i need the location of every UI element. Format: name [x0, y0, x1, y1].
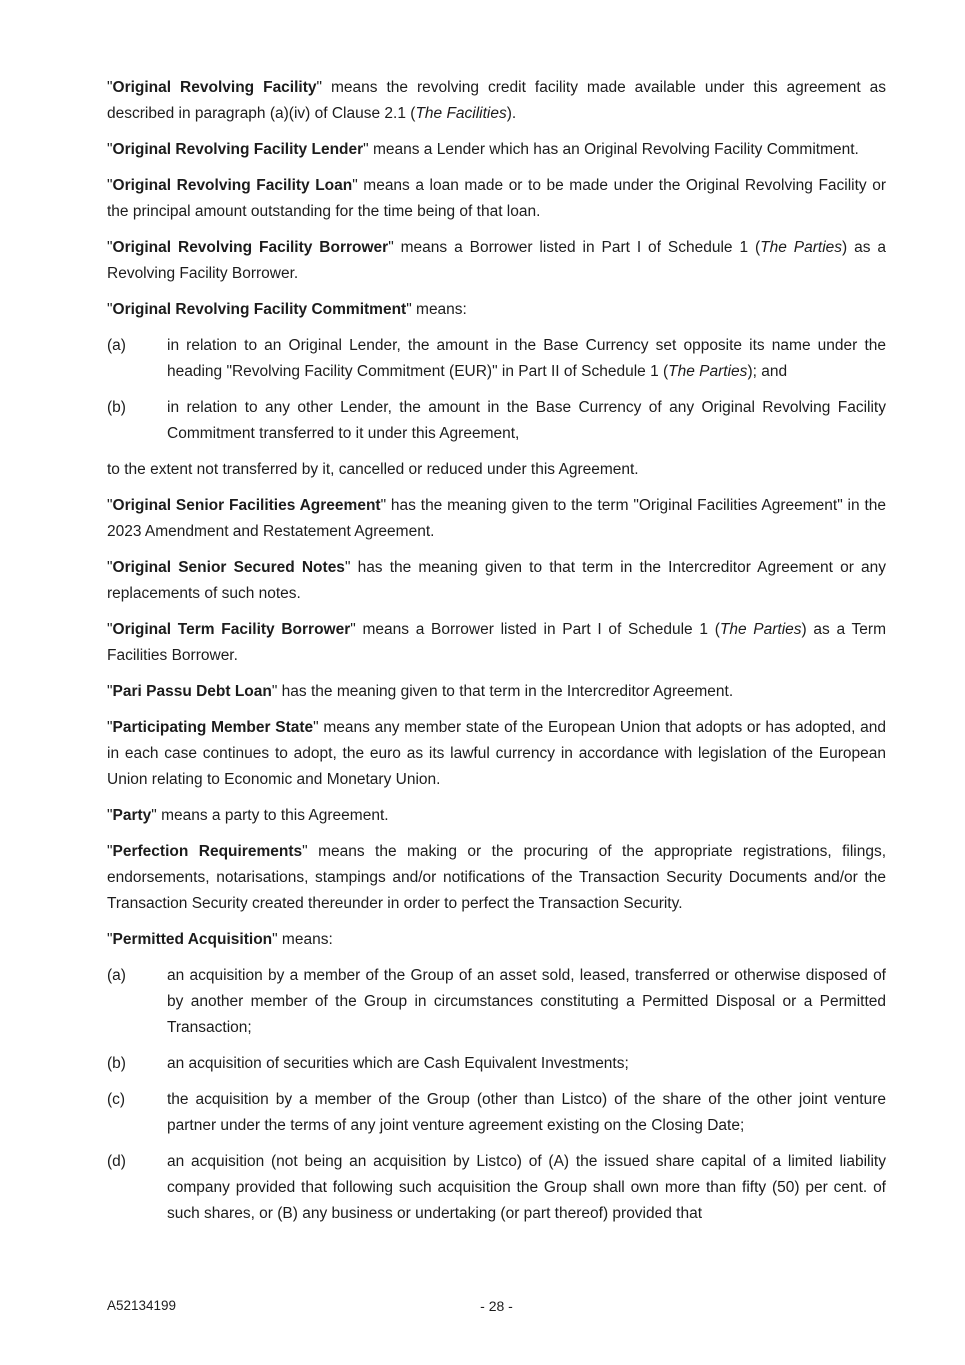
text-run: " — [107, 559, 113, 576]
text-run: an acquisition of securities which are Cash Equivalent Investments; — [167, 1055, 629, 1072]
defined-term: Perfection Requirements — [112, 843, 303, 860]
definition-paragraph — [107, 137, 886, 163]
defined-term: Original Senior Facilities Agreement — [112, 497, 381, 514]
text-run: " — [107, 177, 113, 194]
italic-reference: The Facilities — [415, 105, 507, 122]
defined-term: Permitted Acquisition — [112, 931, 273, 948]
text-run: " means: — [272, 931, 333, 948]
text-run: ). — [506, 105, 517, 122]
footer-page-number: - 28 - — [480, 1298, 513, 1314]
text-run: ) as a Term Facilities Borrower. — [107, 621, 886, 664]
text-run: " has the meaning given to that term in the Intercreditor Agreement. — [271, 683, 734, 700]
italic-reference: The Parties — [668, 363, 748, 380]
italic-reference: The Parties — [760, 239, 843, 256]
text-run: " — [107, 621, 113, 638]
text-run: " — [107, 141, 113, 158]
text-run: " means any member state of the European Union that adopts or has adopted, and in each case continues to adopt, the euro as its lawful currency in accordance with legislation of the European Union relating to Economic and Monetary Union. — [107, 719, 887, 788]
text-run: " — [107, 931, 113, 948]
text-run: " means: — [406, 301, 467, 318]
text-run: to the extent not transferred by it, cancelled or reduced under this Agreement. — [107, 461, 639, 478]
defined-term: Party — [112, 807, 152, 824]
text-run: " has the meaning given to the term "Original Facilities Agreement" in the 2023 Amendment and Restatement Agreement. — [107, 497, 886, 540]
defined-term: Original Revolving Facility Commitment — [112, 301, 407, 318]
text-run: " means a Lender which has an Original Revolving Facility Commitment. — [363, 141, 859, 158]
text-run: " — [107, 683, 113, 700]
clause-marker: (a) — [107, 337, 126, 354]
definition-paragraph — [107, 555, 886, 607]
definition-paragraph — [107, 839, 886, 917]
defined-term: Original Revolving Facility Loan — [112, 177, 353, 194]
clause-item — [107, 1051, 886, 1077]
text-run: " has the meaning given to that term in the Intercreditor Agreement or any replacements of such notes. — [107, 559, 886, 602]
document-content — [107, 75, 886, 1237]
text-run: an acquisition by a member of the Group of an asset sold, leased, transferred or otherwise disposed of by another member of the Group in circumstances constituting a Permitted Disposal or a Permitted Transaction; — [167, 967, 886, 1036]
clause-marker: (b) — [107, 399, 126, 416]
definition-paragraph — [107, 493, 886, 545]
text-run: " — [107, 719, 113, 736]
clause-marker: (c) — [107, 1091, 126, 1108]
text-run: ) as a Revolving Facility Borrower. — [107, 239, 886, 282]
clause-item — [107, 963, 886, 1041]
text-run: in relation to an Original Lender, the amount in the Base Currency set opposite its name under the heading "Revolving Facility Commitment (EUR)" in Part II of Schedule 1 ( — [167, 337, 886, 380]
text-run: " — [107, 807, 113, 824]
definition-paragraph — [107, 803, 886, 829]
definition-paragraph — [107, 617, 886, 669]
text-run: " — [107, 843, 113, 860]
text-run: the acquisition by a member of the Group (other than Listco) of the share of the other joint venture partner under the terms of any joint venture agreement existing on the Closing Date; — [167, 1091, 886, 1134]
text-run: " means the making or the procuring of the appropriate registrations, filings, endorsements, notarisations, stampings and/or notifications of the Transaction Security Documents and/or the Transaction Security created thereunder in order to perfect the Transaction Security. — [107, 843, 886, 912]
text-run: " — [107, 79, 113, 96]
text-run: " — [107, 301, 113, 318]
definition-paragraph — [107, 235, 886, 287]
clause-item — [107, 333, 886, 385]
footer-document-reference: A52134199 — [107, 1298, 177, 1313]
defined-term: Original Term Facility Borrower — [112, 621, 351, 638]
clause-item — [107, 395, 886, 447]
text-run: " means the revolving credit facility made available under this agreement as described in paragraph (a)(iv) of Clause 2.1 ( — [107, 79, 886, 122]
definition-paragraph — [107, 75, 886, 127]
definition-paragraph — [107, 679, 886, 705]
definition-paragraph — [107, 715, 886, 793]
defined-term: Original Revolving Facility — [112, 79, 317, 96]
text-run: " — [107, 239, 113, 256]
defined-term: Original Senior Secured Notes — [112, 559, 345, 576]
clause-item — [107, 1087, 886, 1139]
defined-term: Participating Member State — [112, 719, 314, 736]
defined-term: Original Revolving Facility Borrower — [112, 239, 389, 256]
text-run: in relation to any other Lender, the amount in the Base Currency of any Original Revolving Facility Commitment transferred to it under this Agreement, — [167, 399, 886, 442]
defined-term: Original Revolving Facility Lender — [112, 141, 364, 158]
text-run: " means a Borrower listed in Part I of Schedule 1 ( — [350, 621, 720, 638]
clause-marker: (d) — [107, 1153, 126, 1170]
text-run: " means a party to this Agreement. — [151, 807, 389, 824]
definition-paragraph — [107, 457, 886, 483]
defined-term: Pari Passu Debt Loan — [112, 683, 272, 700]
italic-reference: The Parties — [719, 621, 802, 638]
definition-paragraph — [107, 927, 886, 953]
clause-item — [107, 1149, 886, 1227]
clause-marker: (b) — [107, 1055, 126, 1072]
text-run: ); and — [747, 363, 788, 380]
text-run: an acquisition (not being an acquisition by Listco) of (A) the issued share capital of a limited liability company provided that following such acquisition the Group shall own more than fifty (50) per cent. of such shares, or (B) any business or undertaking (or part thereof) provided that — [167, 1153, 886, 1222]
text-run: " means a Borrower listed in Part I of Schedule 1 ( — [388, 239, 761, 256]
definition-paragraph — [107, 173, 886, 225]
text-run: " — [107, 497, 113, 514]
definition-paragraph — [107, 297, 886, 323]
text-run: " means a loan made or to be made under the Original Revolving Facility or the principal amount outstanding for the time being of that loan. — [107, 177, 886, 220]
clause-marker: (a) — [107, 967, 126, 984]
